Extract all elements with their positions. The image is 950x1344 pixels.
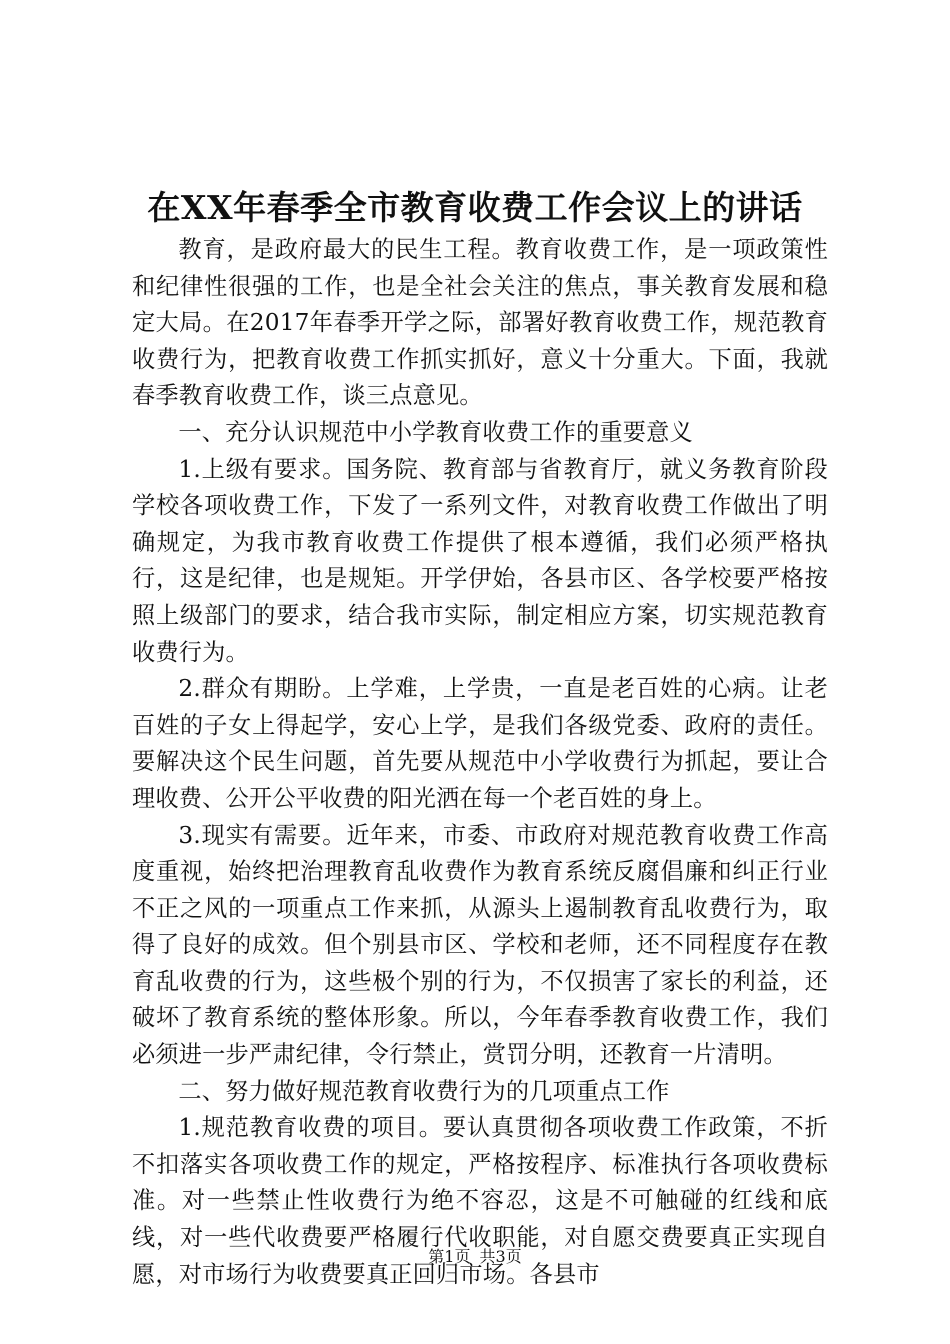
document-body	[132, 232, 828, 1293]
paragraph-1-3: 3.现实有需要。近年来，市委、市政府对规范教育收费工作高度重视，始终把治理教育乱收费作为教育系统反腐倡廉和纠正行业不正之风的一项重点工作来抓，从源头上遏制教育乱收费行为，取得了良好的成效。但个别县市区、学校和老师，还不同程度存在教育乱收费的行为，这些极个别的行为，不仅损害了家长的利益，还破坏了教育系统的整体形象。所以，今年春季教育收费工作，我们必须进一步严肃纪律，令行禁止，赏罚分明，还教育一片清明。	[132, 821, 828, 1069]
paragraph-1-1: 1.上级有要求。国务院、教育部与省教育厅，就义务教育阶段学校各项收费工作，下发了一系列文件，对教育收费工作做出了明确规定，为我市教育收费工作提供了根本遵循，我们必须严格执行，这是纪律，也是规矩。开学伊始，各县市区、各学校要严格按照上级部门的要求，结合我市实际，制定相应方案，切实规范教育收费行为。	[132, 455, 828, 666]
page-footer	[0, 1246, 950, 1268]
paragraph-2-1: 1.规范教育收费的项目。要认真贯彻各项收费工作政策，不折不扣落实各项收费工作的规定，严格按程序、标准执行各项收费标准。对一些禁止性收费行为绝不容忍，这是不可触碰的红线和底线，对一些代收费要严格履行代收职能，对自愿交费要真正实现自愿，对市场行为收费要真正回归市场。各县市	[132, 1114, 828, 1288]
page-number: 第1页	[428, 1247, 471, 1266]
paragraph-intro: 教育，是政府最大的民生工程。教育收费工作，是一项政策性和纪律性很强的工作，也是全社会关注的焦点，事关教育发展和稳定大局。在2017年春季开学之际，部署好教育收费工作，规范教育收费行为，把教育收费工作抓实抓好，意义十分重大。下面，我就春季教育收费工作，谈三点意见。	[132, 236, 828, 410]
section-heading-1: 一、充分认识规范中小学教育收费工作的重要意义	[178, 418, 693, 446]
paragraph-1-2: 2.群众有期盼。上学难，上学贵，一直是老百姓的心病。让老百姓的子女上得起学，安心上学，是我们各级党委、政府的责任。要解决这个民生问题，首先要从规范中小学收费行为抓起，要让合理收费、公开公平收费的阳光洒在每一个老百姓的身上。	[132, 675, 828, 812]
document-title: 在XX年春季全市教育收费工作会议上的讲话	[147, 188, 803, 227]
page-total: 共3页	[479, 1247, 522, 1266]
section-heading-2: 二、努力做好规范教育收费行为的几项重点工作	[178, 1077, 670, 1105]
